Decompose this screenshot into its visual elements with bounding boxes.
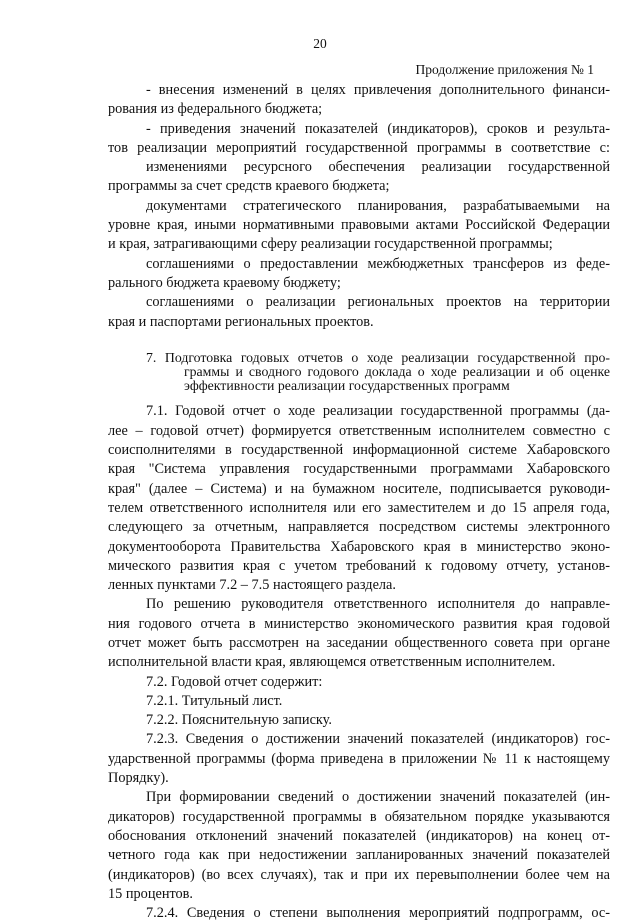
paragraph-annual-report	[108, 402, 610, 923]
text-line: 15 процентов.	[108, 885, 193, 902]
text-line: уровне края, иными нормативными правовыми актами Российской Федерации	[108, 217, 610, 234]
text-line: документооборота Правительства Хабаровского края в министерство эконо-	[108, 538, 610, 555]
text-line: края" (далее – Система) и на бумажном носителе, подписывается руководи-	[108, 480, 610, 497]
text-line: (индикаторов) (во всех случаях), так и при их перевыполнении более чем на	[108, 866, 610, 883]
text-line: Порядку).	[108, 770, 169, 787]
text-line: 7.2.4. Сведения о степени выполнения мероприятий подпрограмм, ос-	[146, 905, 610, 922]
paragraph-amendments	[108, 81, 610, 332]
text-line: тов реализации мероприятий государственной программы в соответствие с:	[108, 139, 610, 156]
text-line: 7.2.2. Пояснительную записку.	[146, 712, 332, 729]
text-line: - внесения изменений в целях привлечения дополнительного финанси-	[146, 82, 610, 98]
text-line: По решению руководителя ответственного исполнителя до направле-	[146, 596, 610, 613]
section-heading	[146, 351, 610, 394]
text-line: дикаторов) государственной программы в обязательном порядке указываются	[108, 808, 610, 825]
text-line: отчет может быть рассмотрен на заседании общественного совета при органе	[108, 634, 610, 651]
text-line: ленных пунктами 7.2 – 7.5 настоящего раздела.	[108, 577, 396, 594]
document-body	[108, 81, 610, 923]
text-line: ния годового отчета в министерство экономического развития края годовой	[108, 615, 610, 632]
continuation-label: Продолжение приложения № 1	[415, 62, 594, 77]
text-line: 7.2.1. Титульный лист.	[146, 692, 283, 709]
text-line: следующего за отчетным, направляется посредством системы электронного	[108, 519, 610, 536]
text-line: телем ответственного исполнителя или его заместителем и до 15 апреля года,	[108, 499, 610, 516]
text-line: рования из федерального бюджета;	[108, 101, 323, 118]
text-line: и края, затрагивающими сферу реализации государственной программы;	[108, 236, 553, 253]
text-line: соглашениями о реализации региональных проектов на территории	[146, 294, 610, 311]
text-line: документами стратегического планирования, разрабатываемыми на	[146, 197, 610, 214]
text-line: лее – годовой отчет) формируется ответственным исполнителем совместно с	[108, 422, 610, 439]
text-line: ударственной программы (форма приведена в приложении № 11 к настоящему	[108, 750, 610, 767]
text-line: При формировании сведений о достижении значений показателей (ин-	[146, 789, 610, 806]
text-line: 7.2.3. Сведения о достижении значений показателей (индикаторов) гос-	[146, 731, 610, 748]
text-line: изменениями ресурсного обеспечения реализации государственной	[146, 159, 610, 176]
text-line: 7.1. Годовой отчет о ходе реализации государственной программы (да-	[146, 403, 610, 420]
text-line: края и паспортами региональных проектов.	[108, 313, 374, 330]
text-line: обоснования отклонений значений показателей (индикаторов) на конец от-	[108, 827, 610, 844]
text-line: края "Система управления государственными программами Хабаровского	[108, 461, 610, 478]
text-line: четного года как при недостижении запланированных значений показателей	[108, 847, 610, 864]
heading-line: граммы и сводного годового доклада о ходе реализации и об оценке	[184, 364, 610, 380]
page-number: 20	[313, 36, 327, 51]
text-line: рального бюджета краевому бюджету;	[108, 274, 341, 291]
text-line: соглашениями о предоставлении межбюджетных трансферов из феде-	[146, 255, 610, 272]
spacer	[108, 393, 610, 402]
text-line: программы за счет средств краевого бюджета;	[108, 178, 390, 195]
heading-line: эффективности реализации государственных программ	[184, 378, 510, 394]
spacer	[108, 332, 610, 351]
text-line: соисполнителями в государственной информационной системе Хабаровского	[108, 442, 610, 459]
text-line: мического развития края с учетом требований к годовому отчету, установ-	[108, 557, 610, 574]
text-line: 7.2. Годовой отчет содержит:	[146, 673, 323, 690]
heading-line: 7. Подготовка годовых отчетов о ходе реализации государственной про-	[146, 349, 610, 365]
text-line: исполнительной власти края, являющемся ответственным исполнителем.	[108, 654, 556, 671]
text-line: - приведения значений показателей (индикаторов), сроков и результа-	[146, 120, 610, 137]
